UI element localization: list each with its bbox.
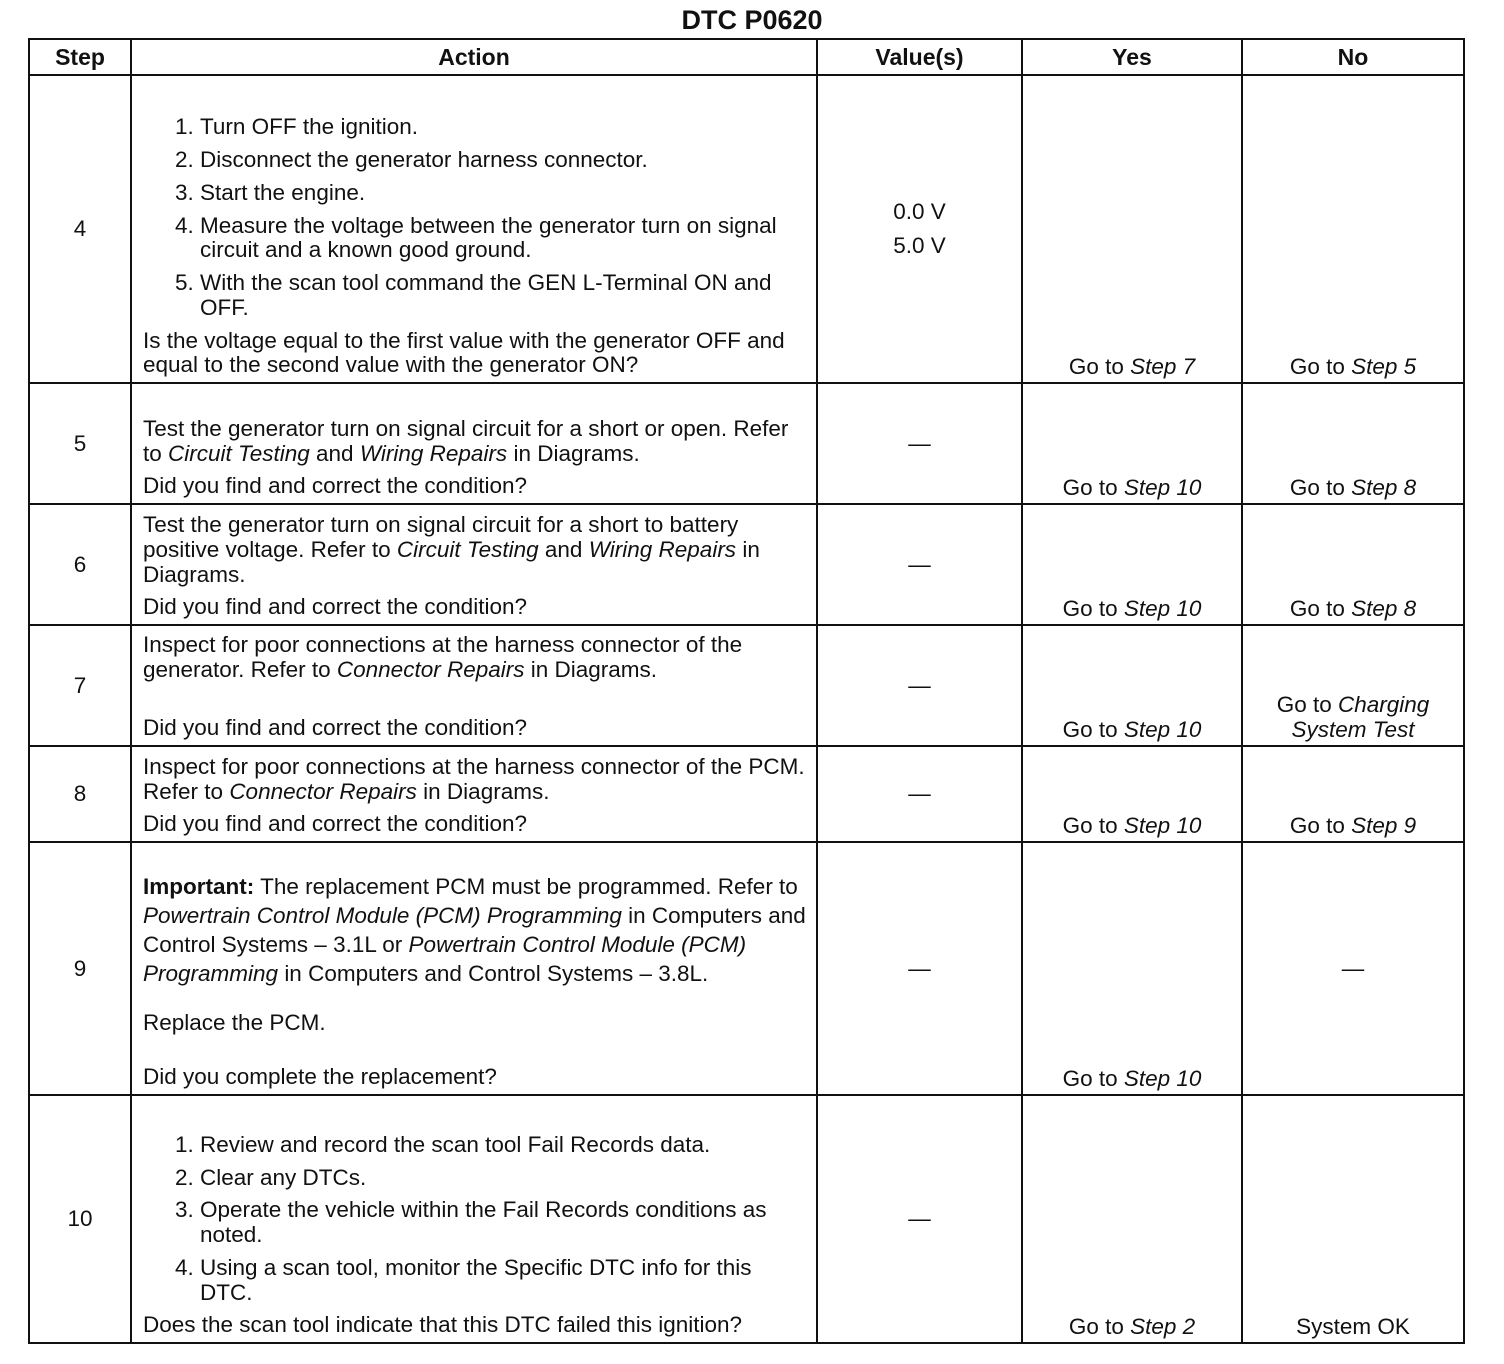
table-row [29, 746, 1464, 842]
table-row [29, 75, 1464, 383]
instruction: Replace the PCM. [143, 1009, 326, 1035]
question: Did you find and correct the condition? [143, 594, 527, 620]
action-list [143, 1133, 810, 1306]
step-number: 4 [29, 75, 131, 383]
yes-step-ref: Step 10 [1123, 716, 1202, 742]
list-item: 2. Clear any DTCs. [200, 1166, 810, 1191]
action-text: Inspect for poor connections at the harness connector of the PCM. Refer to Connector Repairs in Diagrams. [143, 753, 805, 804]
yes-link[interactable]: Go to Step 2 [1022, 1095, 1242, 1343]
list-item: 3. Start the engine. [200, 181, 810, 206]
step-number: 6 [29, 504, 131, 625]
question: Did you find and correct the condition? [143, 715, 527, 741]
yes-link[interactable]: Go to Step 10 [1022, 746, 1242, 842]
value-cell [817, 75, 1022, 383]
yes-link[interactable]: Go to Step 7 [1022, 75, 1242, 383]
yes-step-ref: Step 10 [1123, 1065, 1202, 1091]
question: Does the scan tool indicate that this DTC failed this ignition? [143, 1312, 743, 1338]
no-cell: — [1242, 842, 1464, 1095]
yes-link[interactable]: Go to Step 10 [1022, 625, 1242, 746]
no-cell: System OK [1242, 1095, 1464, 1343]
reference[interactable]: Circuit Testing [396, 536, 539, 562]
value-2: 5.0 V [893, 233, 946, 258]
yes-step-ref: Step 10 [1123, 812, 1202, 838]
important-note: Important: The replacement PCM must be programmed. Refer to Powertrain Control Module (PCM) Programming in Computers and Control Systems – 3.1L or Powertrain Control Module (PCM) Programming in Computers and Control Systems – 3.8L. [143, 873, 806, 987]
list-item: 4. Measure the voltage between the generator turn on signal circuit and a known good ground. [200, 214, 810, 264]
no-step-ref: Step 9 [1351, 812, 1417, 838]
no-step-ref: Step 5 [1351, 353, 1417, 379]
step-number: 10 [29, 1095, 131, 1343]
action-text: Inspect for poor connections at the harness connector of the generator. Refer to Connector Repairs in Diagrams. [143, 631, 743, 682]
step-number: 5 [29, 383, 131, 504]
page-title: DTC P0620 [681, 5, 823, 35]
reference[interactable]: Powertrain Control Module (PCM) Programming [143, 932, 747, 987]
important-label: Important: [143, 873, 255, 899]
reference[interactable]: Circuit Testing [168, 440, 310, 466]
table-row [29, 1095, 1464, 1343]
action-cell [131, 75, 817, 383]
table-row [29, 842, 1464, 1095]
value-cell: — [817, 504, 1022, 625]
step-number: 8 [29, 746, 131, 842]
yes-step-ref: Step 10 [1123, 595, 1202, 621]
header-no: No [1242, 39, 1464, 75]
reference[interactable]: Wiring Repairs [588, 536, 737, 562]
question: Did you complete the replacement? [143, 1064, 497, 1090]
reference[interactable]: Wiring Repairs [359, 440, 508, 466]
yes-link[interactable]: Go to Step 10 [1022, 504, 1242, 625]
header-yes: Yes [1022, 39, 1242, 75]
yes-step-ref: Step 2 [1130, 1313, 1196, 1339]
table-row [29, 504, 1464, 625]
reference[interactable]: Connector Repairs [336, 656, 525, 682]
header-row [29, 39, 1464, 75]
question: Did you find and correct the condition? [143, 473, 527, 499]
table-row [29, 383, 1464, 504]
header-action: Action [131, 39, 817, 75]
action-cell [131, 625, 817, 746]
diagnostic-table [28, 38, 1465, 1344]
list-item: 1. Review and record the scan tool Fail Records data. [200, 1133, 810, 1158]
no-link[interactable]: Go to Step 9 [1242, 746, 1464, 842]
no-step-ref: Step 8 [1351, 595, 1417, 621]
value-cell: — [817, 625, 1022, 746]
reference[interactable]: Connector Repairs [229, 778, 417, 804]
header-values: Value(s) [817, 39, 1022, 75]
action-cell [131, 383, 817, 504]
list-item: 4. Using a scan tool, monitor the Specific DTC info for this DTC. [200, 1256, 810, 1306]
list-item: 1. Turn OFF the ignition. [200, 115, 810, 140]
step-number: 9 [29, 842, 131, 1095]
yes-link[interactable]: Go to Step 10 [1022, 383, 1242, 504]
list-item: 2. Disconnect the generator harness connector. [200, 148, 810, 173]
list-item: 5. With the scan tool command the GEN L-Terminal ON and OFF. [200, 271, 810, 321]
value-cell: — [817, 383, 1022, 504]
yes-link[interactable]: Go to Step 10 [1022, 842, 1242, 1095]
no-link[interactable]: Go to Step 8 [1242, 383, 1464, 504]
table-row [29, 625, 1464, 746]
list-item: 3. Operate the vehicle within the Fail Records conditions as noted. [200, 1198, 810, 1248]
header-step: Step [29, 39, 131, 75]
no-step-ref: Step 8 [1351, 474, 1417, 500]
no-link[interactable]: Go to Step 5 [1242, 75, 1464, 383]
no-link[interactable]: Go to Step 8 [1242, 504, 1464, 625]
question: Is the voltage equal to the first value with the generator OFF and equal to the second value with the generator ON? [143, 327, 785, 378]
no-link[interactable]: Go to Charging System Test [1242, 625, 1464, 746]
no-step-ref: Charging System Test [1291, 692, 1430, 742]
yes-step-ref: Step 7 [1130, 353, 1196, 379]
value-cell: — [817, 746, 1022, 842]
yes-step-ref: Step 10 [1123, 474, 1202, 500]
step-number: 7 [29, 625, 131, 746]
value-cell: — [817, 1095, 1022, 1343]
action-text: Test the generator turn on signal circuit for a short or open. Refer to Circuit Testing and Wiring Repairs in Diagrams. [143, 415, 789, 466]
action-cell [131, 504, 817, 625]
reference[interactable]: Powertrain Control Module (PCM) Programming [143, 902, 622, 928]
value-cell: — [817, 842, 1022, 1095]
action-cell [131, 746, 817, 842]
action-text: Test the generator turn on signal circuit for a short to battery positive voltage. Refer to Circuit Testing and Wiring Repairs in Diagrams. [143, 512, 760, 587]
value-1: 0.0 V [893, 199, 946, 224]
action-list [143, 115, 810, 320]
action-cell [131, 842, 817, 1095]
question: Did you find and correct the condition? [143, 811, 527, 837]
action-cell [131, 1095, 817, 1343]
